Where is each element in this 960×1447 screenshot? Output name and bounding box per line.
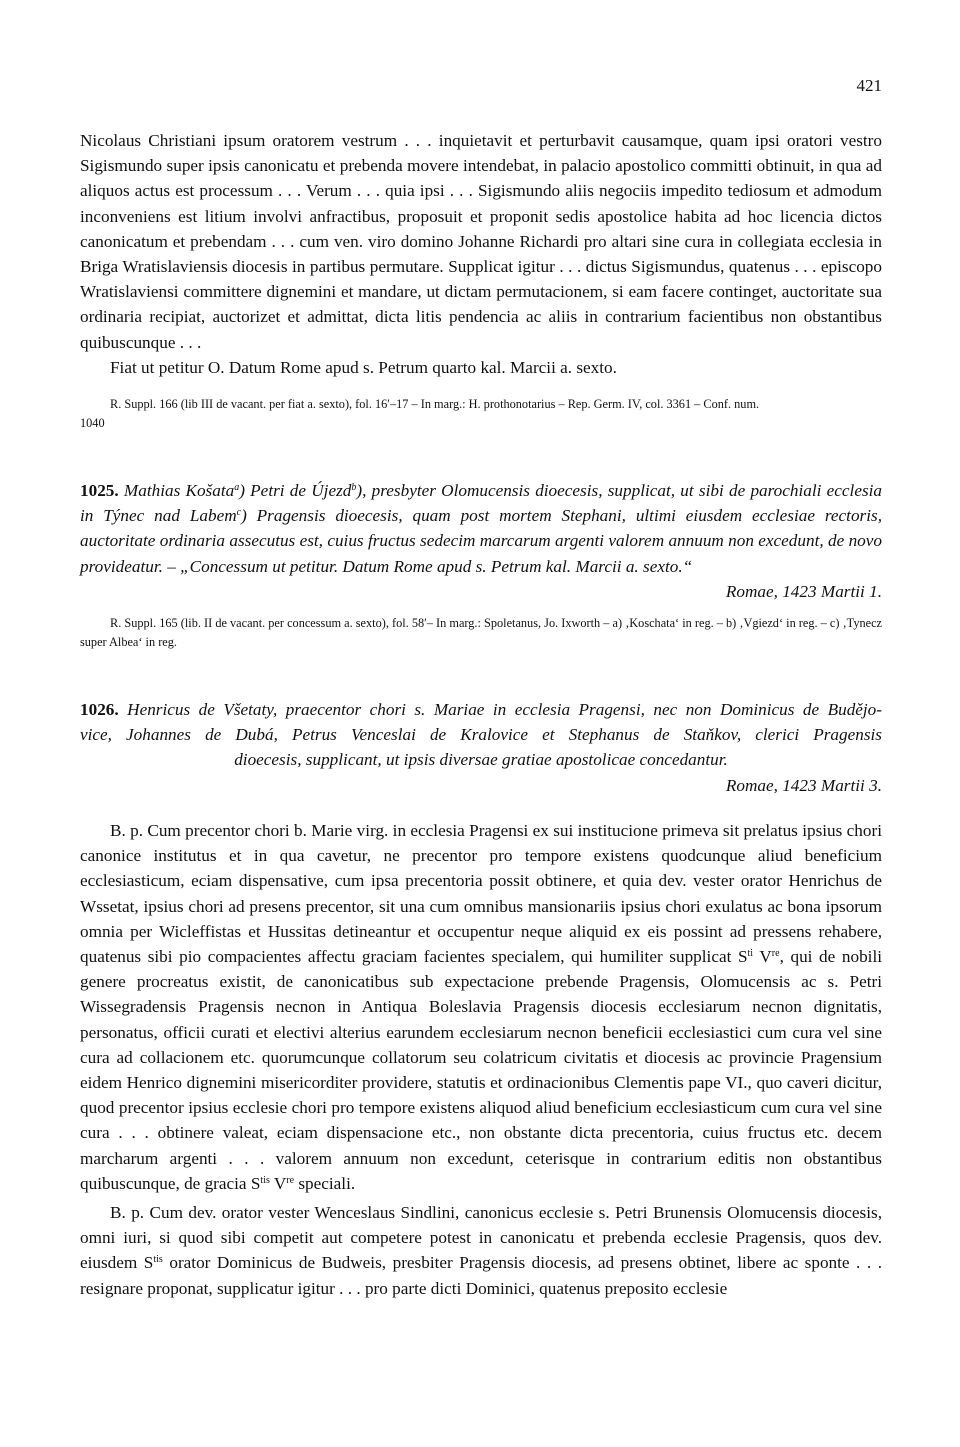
body-paragraph-2: B. p. Cum dev. orator vester Wenceslaus Sindlini, canonicus ecclesie s. Petri Brunensis Olomucensis diocesis, omni iuri, si quod sibi competit aut competere potest in canonicatu et prebenda ecclesie Pragensis, quos dev. eiusdem $S^{tis}$ orator Dominicus de Budweis, presbiter Pragensis diocesis, ad presens obtinet, libere ac sponte . . . resignare proponat, supplicatur igitur . . . pro parte dicti Dominici, quatenus preposito ecclesie — [80, 1203, 882, 1298]
body-paragraph-1: B. p. Cum precentor chori b. Marie virg. in ecclesia Pragensi ex sui institucione primeva sit prelatus ipsius chori canonice institutus et in qua cavetur, ne precentor pro tempore existens quodcunque aliud beneficium ecclesiasticum, eciam dispensative, cum ipsa precentoria possit obtinere, et quia dev. vester orator Henrichus de Wssetat, ipsius chori ad presens precentor, sit una cum omnibus mansionariis ipsius chori exulatus ac bona ipsorum omnia per Wicleffistas et Hussitas detineantur et occupentur neque aliquid ex eis possint ad pressens rehabere, quatenus sibi pio compacientes affectu graciam facientes specialem, qui humiliter supplicat $S^{ti}$ Vre, qui de nobili genere procreatus existit, de canonicatibus sub expectacione prebende Pragensis, Olomucensis ac s. Petri Wissegradensis Pragensis necnon in Antiqua Boleslavia Pragensis diocesis ecclesiarum necnon dignitatis, personatus, officii curati et electivi alterius earundem ecclesiarum necnon beneficii ecclesiastici cum cura vel sine cura ad collacionem etc. quorumcunque collatorum seu colatricum civitatis et diocesis ac provincie Pragensium eidem Henrico dignemini misericorditer providere, statutis et ordinacionibus Clementis pape VI., quo caveri dicitur, quod precentor ipsius ecclesie chori pro tempore existens aliquod aliud beneficium ecclesiasticum cum cura vel sine cura . . . obtinere valeat, eciam dispensacione etc., non obstante dicta precentoria, cuius fructus etc. decem marcharum argenti . . . valorem annuum non excedunt, ceterisque in contrarium editis non obstantibus quibuscunque, de gracia $S^{tis}$ Vre speciali. — [80, 821, 882, 1193]
entry-date: Romae, 1423 Martii 3. — [725, 775, 882, 795]
reference-margin-number: 1040 — [80, 416, 105, 430]
intro-section — [80, 128, 882, 380]
footnote-marker: c — [236, 507, 242, 519]
intro-paragraph: Nicolaus Christiani ipsum oratorem vestrum . . . inquietavit et perturbavit causamque, quam ipsi oratori vestro Sigismundo super ipsis canonicatu et prebenda movere intendebat, in palacio apostolico committi obtinuit, in qua ad aliquos actus est processum . . . Verum . . . quia ipsi . . . Sigismundo aliis negociis impedito tediosum et admodum inconveniens est litium involvi anfractibus, proposuit et proponit sedis apostolice habita ad hoc licencia dictos canonicatum et prebendam . . . cum ven. viro domino Johanne Richardi pro altari sine cura in collegiata ecclesia in Briga Wratislaviensis diocesis in partibus permutare. Supplicat igitur . . . dictus Sigismundus, quatenus . . . episcopo Wratislaviensi committere dignemini et mandare, ut dictam permutacionem, si eam facere continget, auctoritate sua ordinaria recipiat, auctorizet et admittat, dicta litis pendencia ac aliis in contrarium facientibus non obstantibus quibuscunque . . . — [80, 131, 882, 352]
footnote-marker: a — [234, 482, 240, 493]
page-number: 421 — [856, 76, 882, 95]
entry-1025-summary — [80, 478, 882, 579]
entry-number: 1026. — [80, 700, 119, 719]
reference-note-1024: R. Suppl. 166 (lib III de vacant. per fiat a. sexto), fol. 16′–17 – In marg.: H. prothonotarius – Rep. Germ. IV, col. 3361 – Conf. num. — [110, 397, 760, 411]
entry-1026-body — [80, 818, 882, 1305]
entry-date: Romae, 1423 Martii 1. — [725, 581, 882, 601]
entry-1026 — [80, 697, 882, 798]
reference-note-1025: R. Suppl. 165 (lib. II de vacant. per concessum a. sexto), fol. 58′– In marg.: Spoletanus, Jo. Ixworth – a) ‚Koschata‘ in reg. – b) ‚Vgiezd‘ in reg. – c) ‚Tynecz super Albea‘ in reg. — [80, 616, 882, 649]
entry-1026-line-1: 1026. Henricus de Všetaty, praecentor chori s. Mariae in ecclesia Pragensi, nec non Dominicus de Budějo- — [80, 700, 883, 719]
fiat-line: Fiat ut petitur O. Datum Rome apud s. Petrum quarto kal. Marcii a. sexto. — [110, 357, 617, 377]
footnote-marker: b — [351, 482, 357, 493]
entry-1026-line-3: dioecesis, supplicant, ut ipsis diversae gratiae apostolicae concedantur. — [234, 750, 728, 770]
entry-text: Mathias Košata$^a$) Petri de Újezd$^b$), presbyter Olomucensis dioecesis, supplicat, ut sibi de parochiali ecclesia in Týnec nad Labem$^c$) Pragensis dioecesis, quam post mortem Stephani, ultimi eiusdem ecclesiae rectoris, auctoritate ordinaria assecutus est, cuius fructus sedecim marcarum argenti valorem annuum non excedunt, de novo provideatur. – „Concessum ut petitur. Datum Rome apud s. Petrum kal. Marcii a. sexto.“ — [80, 481, 883, 576]
entry-number: 1025. — [80, 481, 119, 500]
entry-1026-line-2: vice, Johannes de Dubá, Petrus Venceslai de Kralovice et Stephanus de Staňkov, clerici Pragensis — [80, 725, 882, 745]
entry-1025 — [80, 478, 882, 604]
